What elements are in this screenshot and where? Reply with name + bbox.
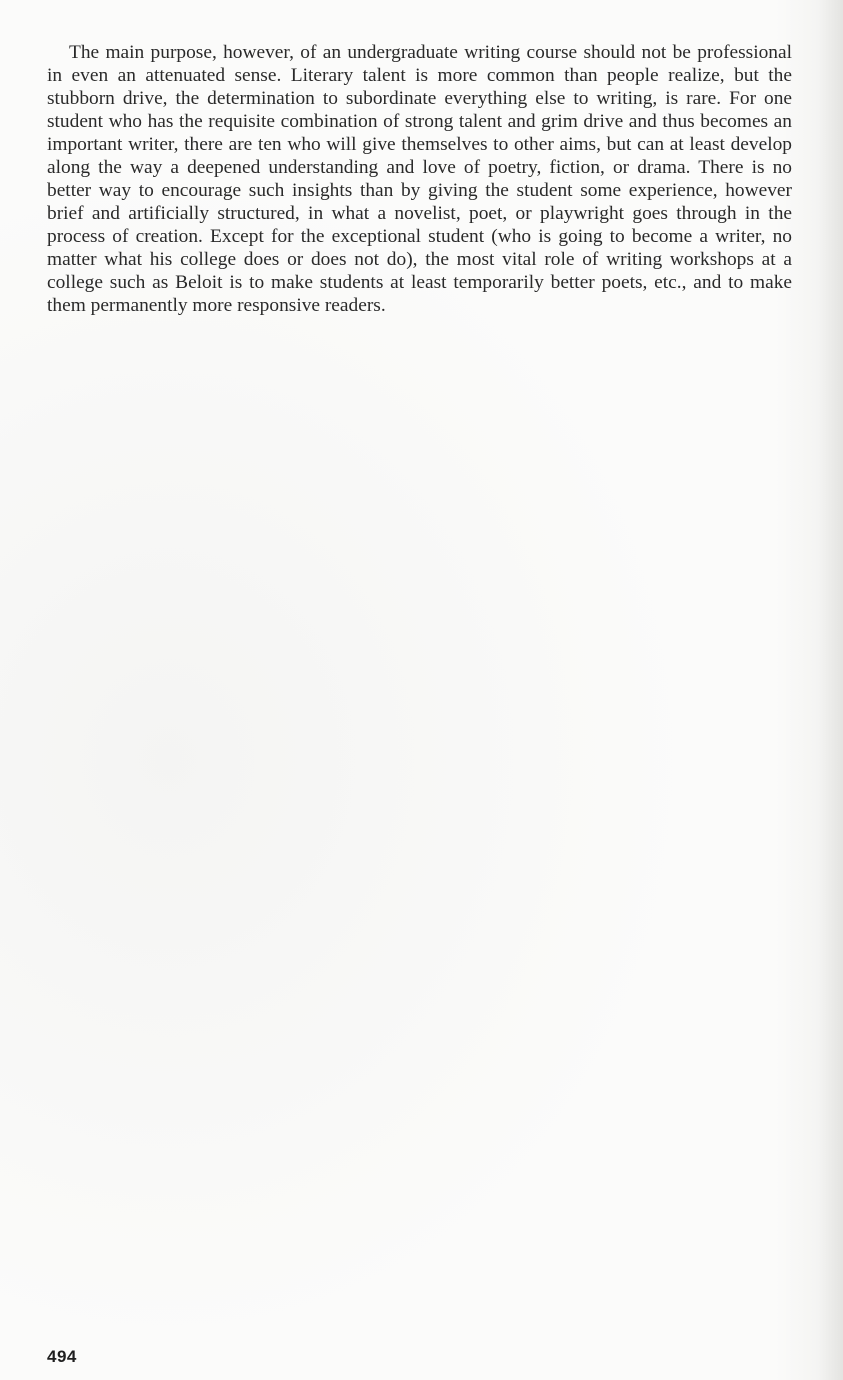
body-paragraph: The main purpose, however, of an undergraduate writing course should not be professional in even an attenuated sense. Literary talent is more common than people realize, but the stubborn drive, the determination to subordinate everything else to writing, is rare. For one student who has the requisite combination of strong talent and grim drive and thus becomes an important writer, there are ten who will give themselves to other aims, but can at least develop along the way a deepened understanding and love of poetry, fiction, or drama. There is no better way to encourage such insights than by giving the student some experience, however brief and artificially structured, in what a novelist, poet, or playwright goes through in the process of creation. Except for the exceptional student (who is going to become a writer, no matter what his college does or does not do), the most vital role of writing workshops at a college such as Beloit is to make students at least temporarily better poets, etc., and to make them permanently more responsive readers. [47,42,792,316]
page-number: 494 [47,1347,77,1366]
